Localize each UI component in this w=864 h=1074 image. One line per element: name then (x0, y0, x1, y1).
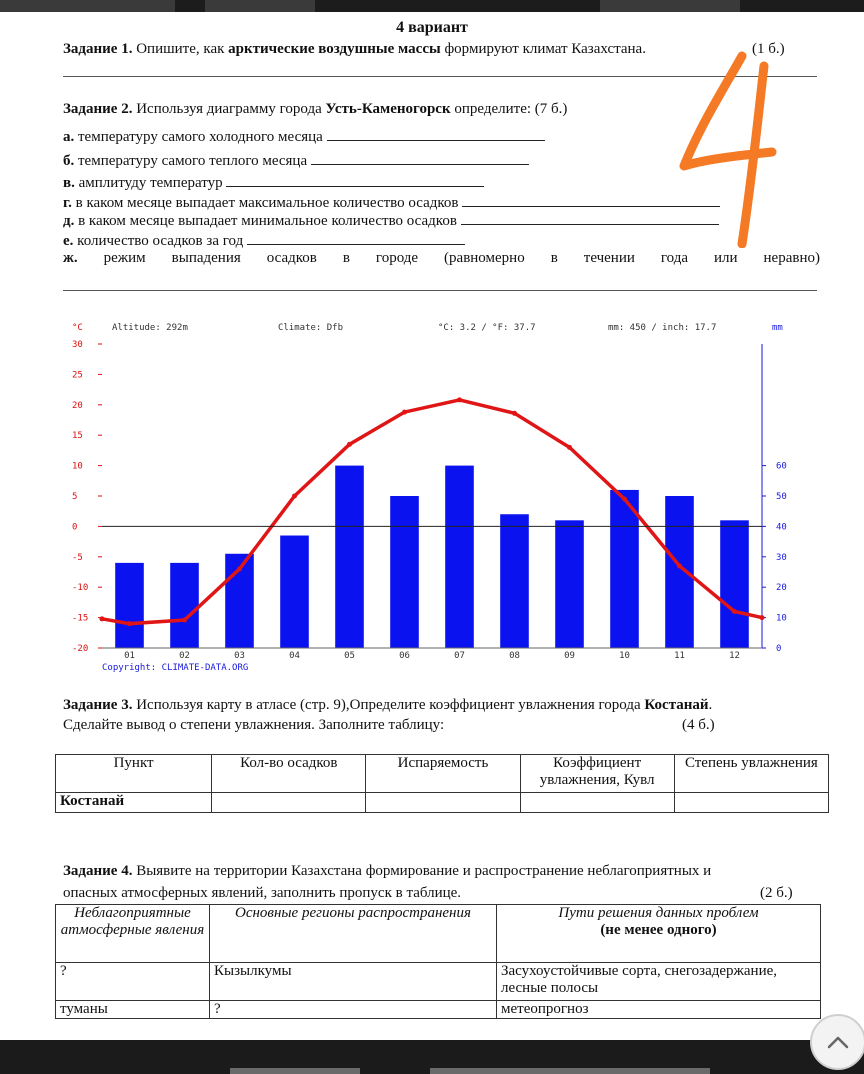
table-cell: Засухоустойчивые сорта, снегозадержание, лесные полосы (497, 963, 821, 1001)
regime-word: (равномерно (444, 250, 525, 266)
answer-blank[interactable] (247, 230, 465, 245)
regime-word: режим (103, 250, 146, 266)
table-row (56, 1001, 821, 1019)
top-bar (0, 0, 864, 12)
right-tick-label: 50 (776, 492, 787, 502)
table-header-row (56, 755, 829, 793)
task3-points: (4 б.) (682, 717, 715, 733)
table-header-cell: Основные регионы распространения (210, 905, 497, 963)
left-axis-unit: °C (72, 323, 83, 333)
task3-line2: Сделайте вывод о степени увлажнения. Заполните таблицу: (63, 717, 445, 733)
table-cell: ? (56, 963, 210, 1001)
temperature-point (292, 494, 297, 499)
task1-text-bold: арктические воздушные массы (228, 41, 441, 57)
task1-text-post: формируют климат Казахстана. (444, 41, 646, 57)
task2-text-post: определите: (7 б.) (454, 101, 568, 117)
task4-number: Задание 4. (63, 863, 133, 879)
task1-text-pre: Опишите, как (136, 41, 225, 57)
climate-chart (60, 318, 800, 678)
task2-item-text: температуру самого теплого месяца (78, 153, 308, 169)
x-tick-label: 01 (124, 651, 135, 661)
left-tick-label: -15 (72, 613, 89, 624)
temperature-point (237, 566, 242, 571)
x-tick-label: 06 (399, 651, 410, 661)
answer-blank[interactable] (327, 126, 545, 141)
precip-bar (555, 520, 584, 648)
regime-word: в (342, 250, 350, 266)
regime-word: выпадения (171, 250, 241, 266)
left-axis-ticks (72, 340, 88, 654)
table-cell: туманы (56, 1001, 210, 1019)
right-tick-label: 20 (776, 583, 787, 594)
right-axis-ticks (776, 462, 787, 654)
chevron-up-icon (826, 1034, 850, 1050)
precip-bar (390, 496, 419, 648)
left-tick-label: 10 (72, 461, 83, 472)
regime-word: осадков (266, 250, 317, 266)
task4-points: (2 б.) (760, 885, 793, 901)
precip-bar (335, 466, 364, 648)
regime-word: городе (375, 250, 419, 266)
left-tick-label: 15 (72, 431, 83, 442)
right-tick-label: 60 (776, 461, 787, 472)
left-tick-label: 5 (72, 492, 78, 502)
x-tick-label: 07 (454, 651, 465, 661)
left-tick-label: -20 (72, 644, 89, 654)
task3-line1 (63, 696, 712, 714)
task2-item-letter: б. (63, 153, 75, 169)
task2-item (63, 192, 720, 212)
task2-regime-line (63, 250, 820, 267)
table-header-cell (497, 905, 821, 963)
table-row (56, 963, 821, 1001)
left-tick-label: 20 (72, 400, 83, 411)
task2-item-letter: ж. (63, 250, 78, 266)
table-header-text: Пути решения данных проблем (558, 905, 759, 921)
task2-item-text: в каком месяце выпадает минимальное количество осадков (78, 213, 457, 229)
task2-item (63, 126, 545, 146)
x-tick-label: 10 (619, 651, 630, 661)
handwritten-grade-mark (672, 48, 782, 248)
right-axis-unit: mm (772, 323, 783, 333)
x-tick-label: 11 (674, 651, 685, 661)
top-bar-segment (205, 0, 315, 12)
answer-blank[interactable] (226, 172, 484, 187)
regime-word: в (550, 250, 558, 266)
task3-city: Костанай (644, 697, 709, 713)
table-header-cell: Степень увлажнения (674, 755, 828, 793)
precip-bar (445, 466, 474, 648)
task2-item-text: в каком месяце выпадает максимальное количество осадков (75, 195, 459, 211)
task2-item-text: температуру самого холодного месяца (78, 129, 323, 145)
copyright-label: Copyright: CLIMATE-DATA.ORG (102, 663, 249, 673)
x-tick-label: 08 (509, 651, 520, 661)
climate-label: Climate: Dfb (278, 323, 344, 333)
task2-item-letter: д. (63, 213, 75, 229)
x-axis-ticks (124, 651, 740, 661)
precip-bar (170, 563, 199, 648)
left-tick-label: 25 (72, 370, 83, 381)
task4-line2: опасных атмосферных явлений, заполнить пропуск в таблице. (63, 885, 462, 901)
table-header-cell: Коэффициент увлажнения, Кувл (520, 755, 674, 793)
bottom-bar-strip (230, 1068, 360, 1074)
table-header-bold: (не менее одного) (600, 922, 717, 938)
left-tick-label: -10 (72, 583, 89, 594)
x-tick-label: 02 (179, 651, 190, 661)
task3-number: Задание 3. (63, 697, 133, 713)
x-tick-label: 04 (289, 651, 300, 661)
left-tick-label: 30 (72, 340, 83, 350)
precip-bar (500, 514, 529, 648)
right-tick-label: 40 (776, 522, 787, 533)
task1-number: Задание 1. (63, 41, 133, 57)
top-bar-segment (600, 0, 740, 12)
temp-average-label: °C: 3.2 / °F: 37.7 (438, 323, 536, 333)
temperature-point (182, 618, 187, 623)
task2-item-text: амплитуду температур (78, 175, 223, 191)
task2-line (63, 100, 567, 118)
task3-table (55, 754, 829, 813)
right-tick-label: 10 (776, 613, 787, 624)
precip-total-label: mm: 450 / inch: 17.7 (608, 323, 717, 333)
answer-line (63, 290, 817, 291)
precip-bar (280, 536, 309, 648)
precip-bar (115, 563, 144, 648)
table-cell: ? (210, 1001, 497, 1019)
chart-header (72, 323, 783, 333)
task2-city: Усть-Каменогорск (325, 101, 451, 117)
task2-text-pre: Используя диаграмму города (136, 101, 322, 117)
precip-bar (720, 520, 749, 648)
temperature-point (127, 621, 132, 626)
x-tick-label: 09 (564, 651, 575, 661)
temperature-line (102, 400, 762, 624)
temperature-point (567, 445, 572, 450)
table-header-cell: Испаряемость (366, 755, 520, 793)
variant-title: 4 вариант (396, 19, 468, 36)
temperature-points (100, 397, 765, 626)
table-header-cell: Кол-во осадков (212, 755, 366, 793)
temperature-point (732, 609, 737, 614)
temperature-point (677, 563, 682, 568)
table-cell-empty[interactable] (366, 793, 520, 813)
temperature-point (402, 410, 407, 415)
answer-blank[interactable] (311, 150, 529, 165)
task2-item (63, 210, 719, 230)
temperature-point (760, 615, 765, 620)
table-cell: Кызылкумы (210, 963, 497, 1001)
x-tick-label: 05 (344, 651, 355, 661)
x-tick-label: 03 (234, 651, 245, 661)
task2-number: Задание 2. (63, 101, 133, 117)
table-header-cell: Неблагоприятные атмосферные явления (56, 905, 210, 963)
precip-bars (115, 466, 749, 648)
table-cell-empty[interactable] (212, 793, 366, 813)
regime-word: года (660, 250, 689, 266)
task1-line (63, 40, 646, 58)
task2-item-letter: г. (63, 195, 72, 211)
regime-word: или (714, 250, 738, 266)
task2-item-letter: а. (63, 129, 75, 145)
table-cell-empty[interactable] (674, 793, 828, 813)
regime-word: неравно) (763, 250, 820, 266)
temperature-point (457, 397, 462, 402)
top-bar-segment (0, 0, 175, 12)
task1-points: (1 б.) (752, 41, 785, 57)
table-cell-label: Костанай (56, 793, 212, 813)
task2-item-text: количество осадков за год (77, 233, 244, 249)
task2-item (63, 150, 529, 170)
table-row (56, 793, 829, 813)
altitude-label: Altitude: 292m (112, 323, 188, 333)
bottom-bar (0, 1040, 864, 1074)
table-header-cell: Пункт (56, 755, 212, 793)
task4-line1 (63, 862, 711, 880)
task2-item (63, 230, 465, 250)
table-cell: метеопрогноз (497, 1001, 821, 1019)
table-header-row (56, 905, 821, 963)
right-tick-label: 30 (776, 552, 787, 563)
bottom-bar-strip (430, 1068, 710, 1074)
regime-word: течении (583, 250, 635, 266)
temperature-point (512, 411, 517, 416)
temperature-point (347, 442, 352, 447)
right-tick-label: 0 (776, 644, 782, 654)
scroll-up-button[interactable] (810, 1014, 864, 1070)
task2-item (63, 172, 484, 192)
temperature-point (100, 616, 105, 621)
table-cell-empty[interactable] (520, 793, 674, 813)
x-tick-label: 12 (729, 651, 740, 661)
task4-text1: Выявите на территории Казахстана формирование и распространение неблагоприятных и (136, 863, 712, 879)
left-tick-label: 0 (72, 522, 78, 533)
left-tick-label: -5 (72, 552, 83, 563)
task3-text-pre: Используя карту в атласе (стр. 9),Определите коэффициент увлажнения города (136, 697, 641, 713)
task2-item-letter: в. (63, 175, 75, 191)
task2-item-letter: е. (63, 233, 74, 249)
temperature-point (622, 497, 627, 502)
task3-period: . (708, 697, 713, 713)
task4-table (55, 904, 821, 1019)
